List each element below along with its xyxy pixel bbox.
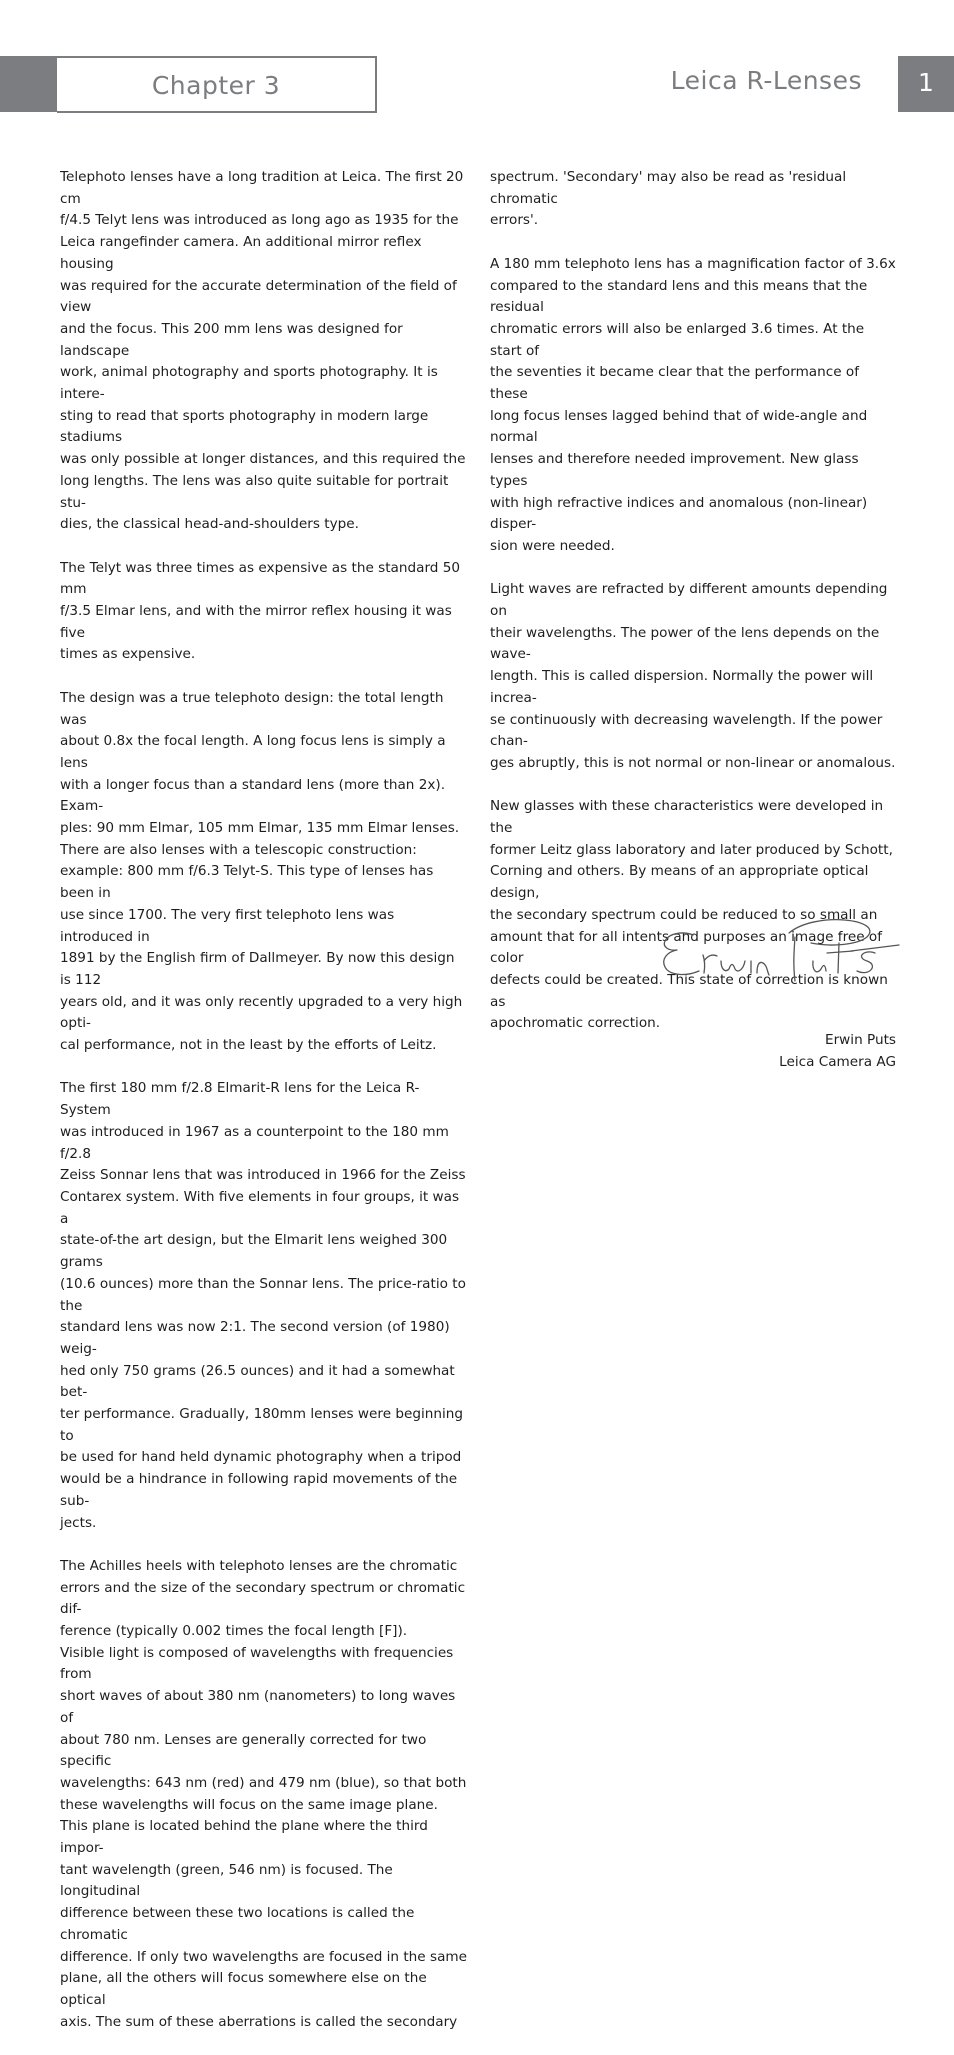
page-number-tab: [898, 56, 954, 112]
paragraph: Light waves are refracted by different amounts depending on their wavelengths. The power of the lens depends on the wave- length. This is called dispersion. Normally the power will increa- se continuously with decreasing wavelength. If the power chan- ges abruptly, this is not normal or non-linear or anomalous.: [490, 581, 896, 771]
chapter-label: Chapter 3: [151, 71, 281, 100]
paragraph: The design was a true telephoto design: the total length was about 0.8x the focal length. A long focus lens is simply a lens with a longer focus than a standard lens (more than 2x). Exam- ples: 90 mm Elmar, 105 mm Elmar, 135 mm Elmar lenses. There are also lenses with a telescopic construction: example: 800 mm f/6.3 Telyt-S. This type of lenses has been in use since 1700. The very first telephoto lens was introduced in 1891 by the English firm of Dallmeyer. By now this design is 112 years old, and it was only recently upgraded to a very high opti- cal performance, not in the least by the efforts of Leitz.: [60, 689, 463, 1054]
paragraph: Telephoto lenses have a long tradition at Leica. The first 20 cm f/4.5 Telyt lens was introduced as long ago as 1935 for the Leica rangefinder camera. An additional mirror reflex housing was required for the accurate determination of the field of view and the focus. This 200 mm lens was designed for landscape work, animal photography and sports photography. It is intere- sting to read that sports photography in modern large stadiums was only possible at longer distances, and this required the long lengths. The lens was also quite suitable for portrait stu- dies, the classical head-and-shoulders type.: [60, 169, 466, 533]
signer-block: [779, 1030, 896, 1073]
handwritten-signature: [655, 905, 905, 995]
paragraph: The Telyt was three times as expensive as the standard 50 mm f/3.5 Elmar lens, and with the mirror reflex housing it was five times as expensive.: [60, 559, 461, 663]
header-left-bar: [0, 56, 57, 112]
paragraph: spectrum. 'Secondary' may also be read as 'residual chromatic errors'.: [490, 169, 847, 229]
paragraph: The Achilles heels with telephoto lenses are the chromatic errors and the size of the secondary spectrum or chromatic dif- ference (typically 0.002 times the focal length [F]). Visible light is composed of wavelengths with frequencies from short waves of about 380 nm (nanometers) to long waves of about 780 nm. Lenses are generally corrected for two specific wavelengths: 643 nm (red) and 479 nm (blue), so that both these wavelengths will focus on the same image plane. This plane is located behind the plane where the third impor- tant wavelength (green, 546 nm) is focused. The longitudinal difference between these two locations is called the chromatic difference. If only two wavelengths are focused in the same plane, all the others will focus somewhere else on the optical axis. The sum of these aberrations is called the secondary: [60, 1557, 468, 2030]
book-title: Leica R-Lenses: [670, 66, 862, 95]
left-column: [60, 167, 468, 2055]
page-number: 1: [918, 68, 934, 97]
signer-name: Erwin Puts: [825, 1032, 896, 1048]
paragraph: New glasses with these characteristics were developed in the former Leitz glass laboratory and later produced by Schott, Corning and others. By means of an appropriate optical design, the secondary spectrum could be reduced to so small an amount that for all intents and purposes an image free of color defects could be created. This state of correction is known as apochromatic correction.: [490, 798, 893, 1032]
chapter-box: [57, 56, 377, 113]
signer-company: Leica Camera AG: [779, 1053, 896, 1070]
paragraph: A 180 mm telephoto lens has a magnification factor of 3.6x compared to the standard lens and this means that the residual chromatic errors will also be enlarged 3.6 times. At the start of the seventies it became clear that the performance of these long focus lenses lagged behind that of wide-angle and normal lenses and therefore needed improvement. New glass types with high refractive indices and anomalous (non-linear) disper- sion were needed.: [490, 255, 896, 554]
paragraph: The first 180 mm f/2.8 Elmarit-R lens for the Leica R-System was introduced in 1967 as a counterpoint to the 180 mm f/2.8 Zeiss Sonnar lens that was introduced in 1966 for the Zeiss Contarex system. With five elements in four groups, it was a state-of-the art design, but the Elmarit lens weighed 300 grams (10.6 ounces) more than the Sonnar lens. The price-ratio to the standard lens was now 2:1. The second version (of 1980) weig- hed only 750 grams (26.5 ounces) and it had a somewhat bet- ter performance. Gradually, 180mm lenses were beginning to be used for hand held dynamic photography when a tripod would be a hindrance in following rapid movements of the sub- jects.: [60, 1080, 466, 1531]
